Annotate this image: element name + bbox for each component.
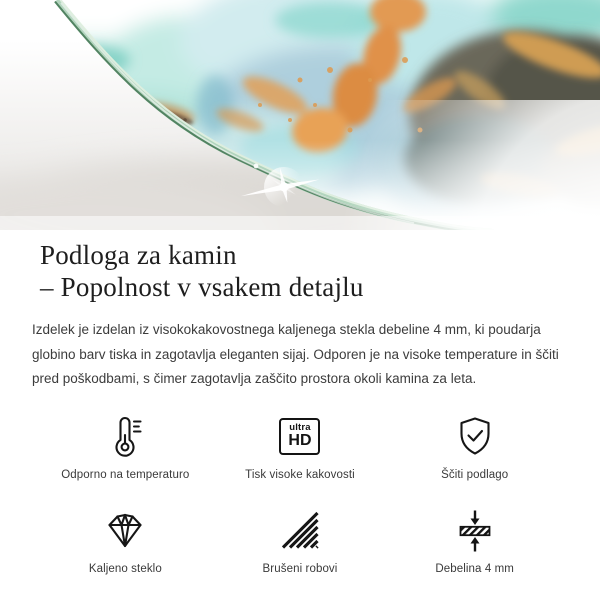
thermometer-icon — [103, 411, 147, 461]
feature-thickness — [387, 505, 562, 575]
shield-check-icon — [453, 411, 497, 461]
feature-tempered-glass — [38, 505, 213, 575]
feature-label: Ščiti podlago — [441, 469, 509, 482]
feature-label: Odporno na temperaturo — [61, 469, 190, 482]
ultra-hd-icon-text-top: ultra — [289, 421, 311, 433]
feature-temperature — [38, 411, 213, 481]
feature-beveled-edges — [213, 505, 388, 575]
page-title — [40, 239, 568, 303]
product-content — [0, 239, 600, 575]
feature-label: Debelina 4 mm — [435, 563, 514, 576]
feature-print-quality — [213, 411, 388, 481]
feature-label: Tisk visoke kakovosti — [245, 469, 355, 482]
feature-grid — [32, 411, 568, 575]
ultra-hd-icon — [279, 411, 320, 461]
thickness-icon — [453, 505, 497, 555]
diamond-icon — [103, 505, 147, 555]
beveled-edges-icon — [278, 505, 322, 555]
product-description: Izdelek je izdelan iz visokokakovostnega kaljenega stekla debeline 4 mm, ki poudarja globino barv tiska in zagotavlja eleganten sijaj. Odporen je na visoke temperature in ščiti pred poškodbami, s čimer zagotavlja zaščito prostora okoli kamina za leta. — [32, 322, 559, 386]
page-title-line1: Podloga za kamin — [40, 240, 237, 270]
page-title-line2: – Popolnost v vsakem detajlu — [40, 272, 364, 303]
feature-label: Kaljeno steklo — [88, 563, 162, 576]
feature-label: Brušeni robovi — [262, 563, 338, 576]
ultra-hd-icon-text-bottom: HD — [288, 432, 312, 450]
product-photo[interactable] — [0, 0, 600, 230]
glass-pad-illustration — [0, 0, 600, 230]
feature-protection — [387, 411, 562, 481]
